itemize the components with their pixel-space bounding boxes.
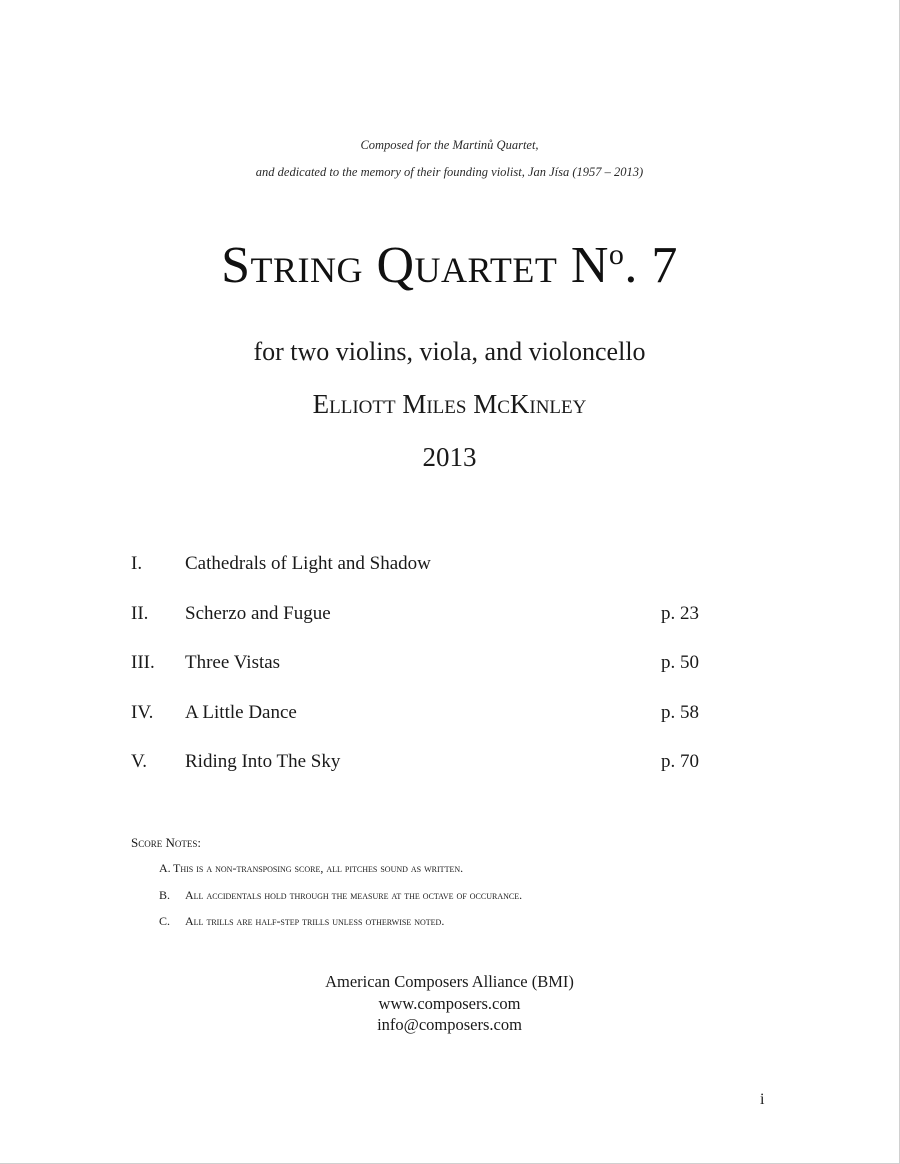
page-title [0,237,899,294]
score-note-letter: A. [159,861,171,875]
movement-page: p. 70 [661,751,699,772]
title-number-n: N [570,237,609,294]
movement-row [131,553,731,603]
movement-numeral: I. [131,553,143,574]
score-note-text: All trills are half-step trills unless otherwise noted. [185,914,445,928]
composer-name: Elliott Miles McKinley [312,389,587,419]
score-note-text: This is a non-transposing score, all pitches sound as written. [173,861,464,875]
movement-title: Three Vistas [185,652,281,673]
title-number-value: . 7 [624,237,678,294]
title-number-mark: o [608,238,625,271]
dedication-line-2: and dedicated to the memory of their founding violist, Jan Jísa (1957 – 2013) [255,165,644,179]
publisher-name: American Composers Alliance (BMI) [325,972,574,991]
publisher-block [0,971,899,1036]
title-main: String Quartet [221,237,571,294]
score-notes-heading: Score Notes: [131,835,201,850]
score-note-letter: B. [159,887,171,902]
movement-row [131,702,731,752]
movement-numeral: III. [131,652,155,673]
movement-page: p. 50 [661,652,699,673]
score-note-letter: C. [159,914,171,928]
movement-page: p. 58 [661,701,699,723]
dedication-line-1: Composed for the Martinů Quartet, [360,138,539,152]
movement-row [131,603,731,653]
movement-numeral: V. [131,751,148,772]
movement-page: p. 23 [661,602,699,624]
composition-year: 2013 [422,442,477,472]
movement-title: A Little Dance [185,701,297,723]
movement-list [131,553,731,801]
publisher-email: info@composers.com [377,1015,522,1034]
score-note-text: All accidentals hold through the measure at the octave of occurance. [185,887,523,902]
page-number: i [760,1091,765,1108]
publisher-website: www.composers.com [378,993,521,1013]
movement-title: Scherzo and Fugue [185,602,331,624]
instrumentation: for two violins, viola, and violoncello [253,337,646,366]
movement-title: Cathedrals of Light and Shadow [185,553,431,574]
movement-numeral: II. [131,602,149,624]
movement-row [131,751,731,801]
movement-numeral: IV. [131,701,154,723]
movement-title: Riding Into The Sky [185,751,341,772]
movement-row [131,652,731,702]
